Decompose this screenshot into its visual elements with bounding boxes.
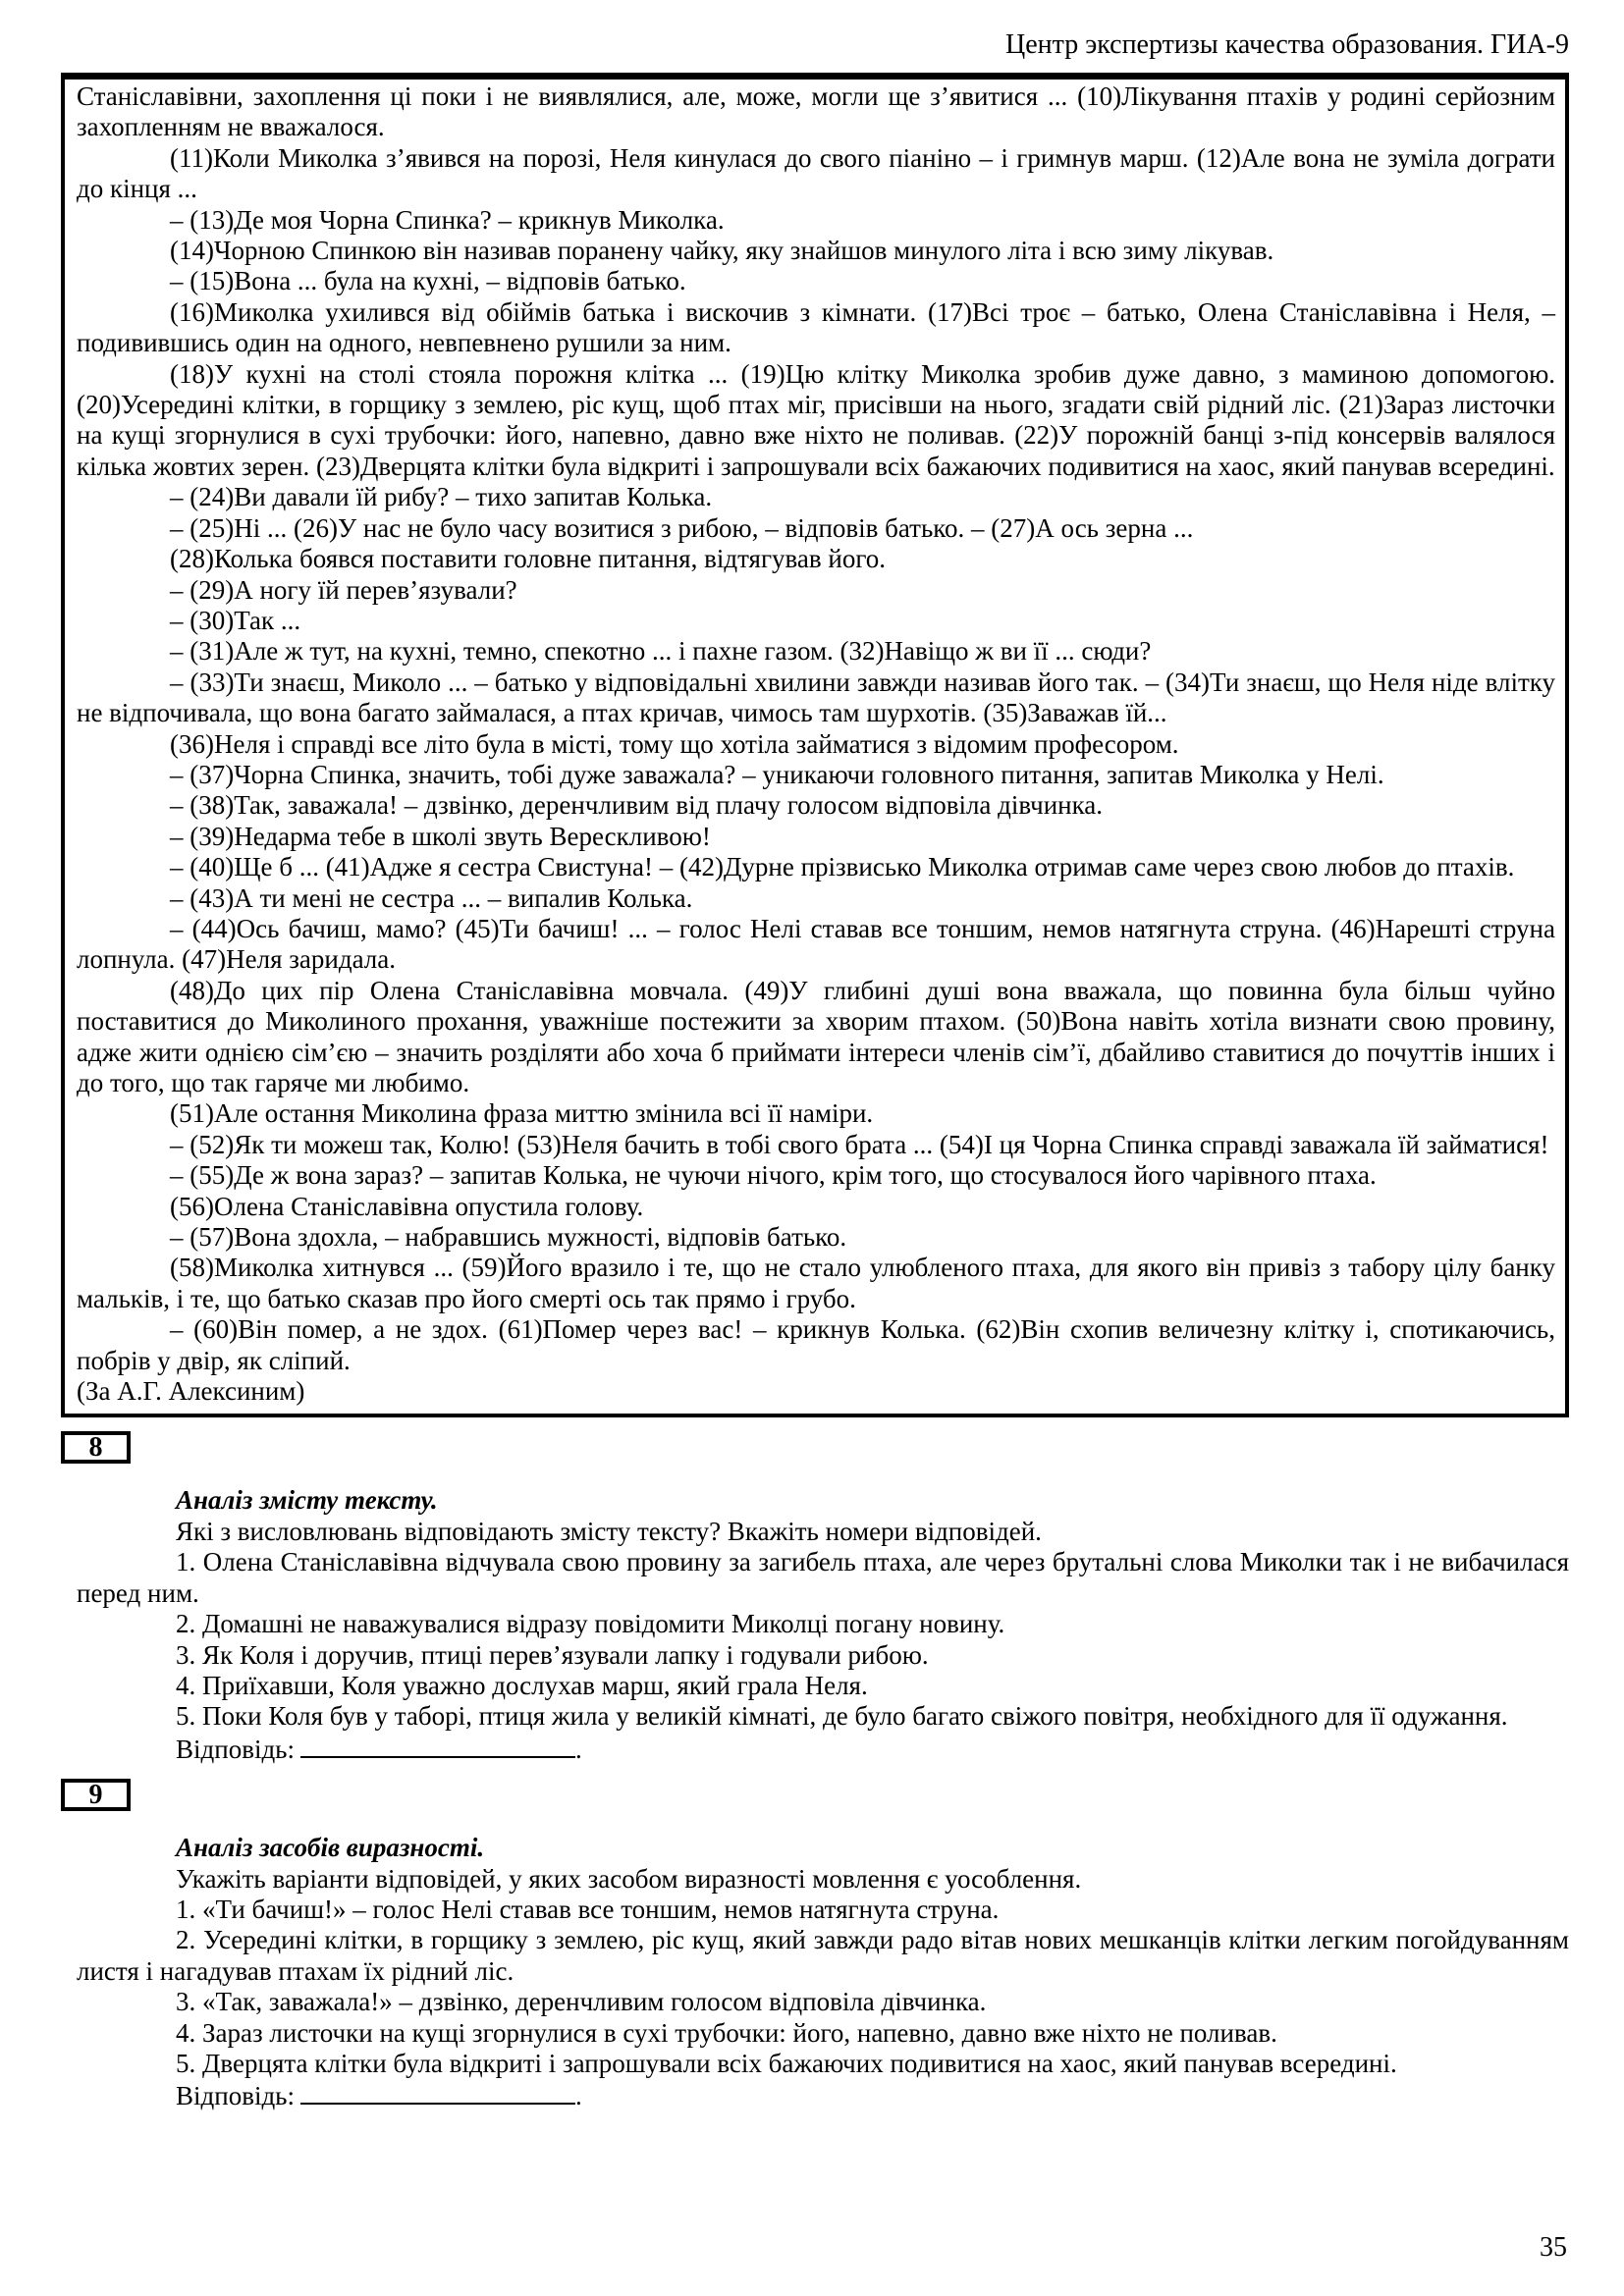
text-paragraph: (36)Неля і справді все літо була в місті, тому що хотіла займатися з відомим професором. <box>170 728 1179 759</box>
text-paragraph: – (29)А ногу їй перев’язували? <box>170 574 517 605</box>
question-8-answer-line <box>77 1733 1569 1765</box>
answer-option: 1. Олена Станіславівна відчувала свою провину за загибель птаха, але через брутальні слова Миколки так і не вибачилася перед ним. <box>77 1547 1569 1608</box>
text-paragraph: – (24)Ви давали їй рибу? – тихо запитав Колька. <box>170 482 713 512</box>
question-8 <box>61 1431 1569 1765</box>
answer-option: 3. Як Коля і доручив, птиці перев’язували лапку і годували рибою. <box>176 1639 929 1670</box>
answer-option: 4. Зараз листочки на кущі згорнулися в сухі трубочки: його, напевно, давно вже ніхто не поливав. <box>176 2017 1277 2048</box>
answer-label: Відповідь: <box>176 2081 295 2111</box>
text-paragraph: – (33)Ти знаєш, Миколо ... – батько у відповідальні хвилини завжди називав його так. – (34)Ти знаєш, що Неля ніде влітку не відпочивала, що вона багато займалася, а птах кричав, чимось там шурхотів. (35)Заважав їй... <box>77 667 1555 728</box>
answer-option: 5. Поки Коля був у таборі, птиця жила у великій кімнаті, де було багато свіжого повітря, необхідного для її одужання. <box>176 1701 1508 1732</box>
text-paragraph: (11)Коли Миколка з’явився на порозі, Неля кинулася до свого піаніно – і гримнув марш. (12)Але вона не зуміла дограти до кінця ... <box>77 142 1555 204</box>
question-9-prompt: Укажіть варіанти відповідей, у яких засобом виразності мовлення є уособлення. <box>176 1863 1082 1894</box>
text-paragraph: – (52)Як ти можеш так, Колю! (53)Неля бачить в тобі свого брата ... (54)І ця Чорна Спинка справді заважала їй займатися! <box>170 1129 1549 1159</box>
page-header: Центр экспертизы качества образования. ГИА-9 <box>1005 29 1569 60</box>
text-paragraph: – (38)Так, заважала! – дзвінко, деренчливим від плачу голосом відповіла дівчинка. <box>170 790 1104 821</box>
text-paragraph: – (55)Де ж вона зараз? – запитав Колька, не чуючи нічого, крім того, що стосувалося його чарівного птаха. <box>170 1160 1377 1191</box>
text-paragraph: – (13)Де моя Чорна Спинка? – крикнув Миколка. <box>170 204 725 235</box>
text-paragraph: – (40)Ще б ... (41)Адже я сестра Свистуна! – (42)Дурне прізвисько Миколка отримав саме через свою любов до птахів. <box>170 852 1515 882</box>
question-9-title: Аналіз засобів виразності. <box>176 1833 485 1863</box>
answer-blank <box>300 1733 575 1758</box>
text-paragraph: (48)До цих пір Олена Станіславівна мовчала. (49)У глибині душі вона вважала, що повинна була більш чуйно поставитися до Миколиного прохання, уважніше постежити за хворим птахом. (50)Вона навіть хотіла визнати свою провину, адже жити однією сім’єю – значить розділяти або хоча б приймати інтереси членів сім’ї, дбайливо ставитися до почуттів інших і до того, що так гаряче ми любимо. <box>77 975 1555 1097</box>
text-paragraph: – (43)А ти мені не сестра ... – випалив Колька. <box>170 882 693 913</box>
question-9-options <box>77 1895 1569 2079</box>
answer-option: 2. Домашні не наважувалися відразу повідомити Миколці погану новину. <box>176 1609 1005 1639</box>
question-8-prompt: Які з висловлювань відповідають змісту тексту? Вкажіть номери відповідей. <box>176 1516 1042 1546</box>
text-paragraph: – (25)Ні ... (26)У нас не було часу возитися з рибою, – відповів батько. – (27)А ось зерна ... <box>170 512 1194 543</box>
question-8-number: 8 <box>88 1432 103 1464</box>
answer-period: . <box>575 1734 582 1764</box>
text-paragraph: (51)Але остання Миколина фраза миттю змінила всі її наміри. <box>170 1098 874 1129</box>
answer-label: Відповідь: <box>176 1734 295 1764</box>
text-paragraph: – (15)Вона ... була на кухні, – відповів батько. <box>170 266 686 296</box>
page-number: 35 <box>1540 2231 1567 2263</box>
question-9-answer-line <box>77 2079 1569 2111</box>
text-paragraph: – (37)Чорна Спинка, значить, тобі дуже заважала? – уникаючи головного питання, запитав Миколка у Нелі. <box>170 759 1384 789</box>
answer-option: 2. Усередині клітки, в горщику з землею, ріс кущ, який завжди радо вітав нових мешканців клітки легким погойдуванням листя і нагадував птахам їх рідний ліс. <box>77 1925 1569 1986</box>
answer-option: 1. «Ти бачиш!» – голос Нелі ставав все тоншим, немов натягнута струна. <box>176 1894 1000 1924</box>
text-paragraph: (16)Миколка ухилився від обіймів батька і вискочив з кімнати. (17)Всі троє – батько, Олена Станіславівна і Неля, – подивившись один на одного, невпевнено рушили за ним. <box>77 296 1555 358</box>
answer-blank <box>300 2079 575 2105</box>
text-paragraph: – (44)Ось бачиш, мамо? (45)Ти бачиш! ... – голос Нелі ставав все тоншим, немов натягнута струна. (46)Нарешті струна лопнула. (47)Неля заридала. <box>77 913 1555 975</box>
answer-option: 3. «Так, заважала!» – дзвінко, деренчливим голосом відповіла дівчинка. <box>176 1987 987 2017</box>
question-9-body <box>77 1833 1569 2112</box>
answer-option: 5. Дверцята клітки була відкриті і запрошували всіх бажаючих подивитися на хаос, який панував всередині. <box>176 2048 1397 2078</box>
text-paragraph: – (57)Вона здохла, – набравшись мужності, відповів батько. <box>170 1222 847 1253</box>
text-paragraph: – (60)Він помер, а не здох. (61)Помер через вас! – крикнув Колька. (62)Він схопив величезну клітку і, спотикаючись, побрів у двір, як сліпий. <box>77 1314 1555 1375</box>
question-9-number: 9 <box>88 1780 103 1811</box>
question-8-options <box>77 1547 1569 1732</box>
text-paragraph: Станіславівни, захоплення ці поки і не виявлялися, але, може, могли ще з’явитися ... (10)Лікування птахів у родині серйозним захопленням не вважалося. <box>77 81 1555 142</box>
question-9 <box>61 1779 1569 2112</box>
text-paragraph: (58)Миколка хитнувся ... (59)Його вразило і те, що не стало улюбленого птаха, для якого він привіз з табору цілу банку мальків, і те, що батько сказав про його смерті ось так прямо і грубо. <box>77 1253 1555 1313</box>
question-8-body <box>77 1485 1569 1765</box>
answer-period: . <box>575 2081 582 2111</box>
question-9-number-box <box>61 1779 131 1811</box>
text-paragraph: (14)Чорною Спинкою він називав поранену чайку, яку знайшов минулого літа і всю зиму лікував. <box>170 236 1274 266</box>
question-8-title: Аналіз змісту тексту. <box>176 1485 438 1516</box>
reading-text-box <box>61 73 1569 1417</box>
answer-option: 4. Приїхавши, Коля уважно дослухав марш, який грала Неля. <box>176 1670 868 1700</box>
text-paragraph: (18)У кухні на столі стояла порожня клітка ... (19)Цю клітку Миколка зробив дуже давно, з маминою допомогою. (20)Усередині клітки, в горщику з землею, ріс кущ, щоб птах міг, присівши на нього, згадати свій рідний ліс. (21)Зараз листочки на кущі згорнулися в сухі трубочки: його, напевно, давно вже ніхто не поливав. (22)У порожній банці з-під консервів валялося кілька жовтих зерен. (23)Дверцята клітки була відкриті і запрошували всіх бажаючих подивитися на хаос, який панував всередині. <box>77 358 1555 481</box>
text-paragraph: (28)Колька боявся поставити головне питання, відтягував його. <box>170 544 886 574</box>
text-paragraph: (56)Олена Станіславівна опустила голову. <box>170 1191 644 1221</box>
text-paragraph: (За А.Г. Алексиним) <box>77 1376 305 1407</box>
text-paragraph: – (31)Але ж тут, на кухні, темно, спекотно ... і пахне газом. (32)Навіщо ж ви її ... сюди? <box>170 636 1152 667</box>
page <box>61 29 1569 2263</box>
question-8-number-box <box>61 1431 131 1464</box>
text-paragraph: – (39)Недарма тебе в школі звуть Верескливою! <box>170 821 711 851</box>
text-paragraph: – (30)Так ... <box>170 605 301 635</box>
